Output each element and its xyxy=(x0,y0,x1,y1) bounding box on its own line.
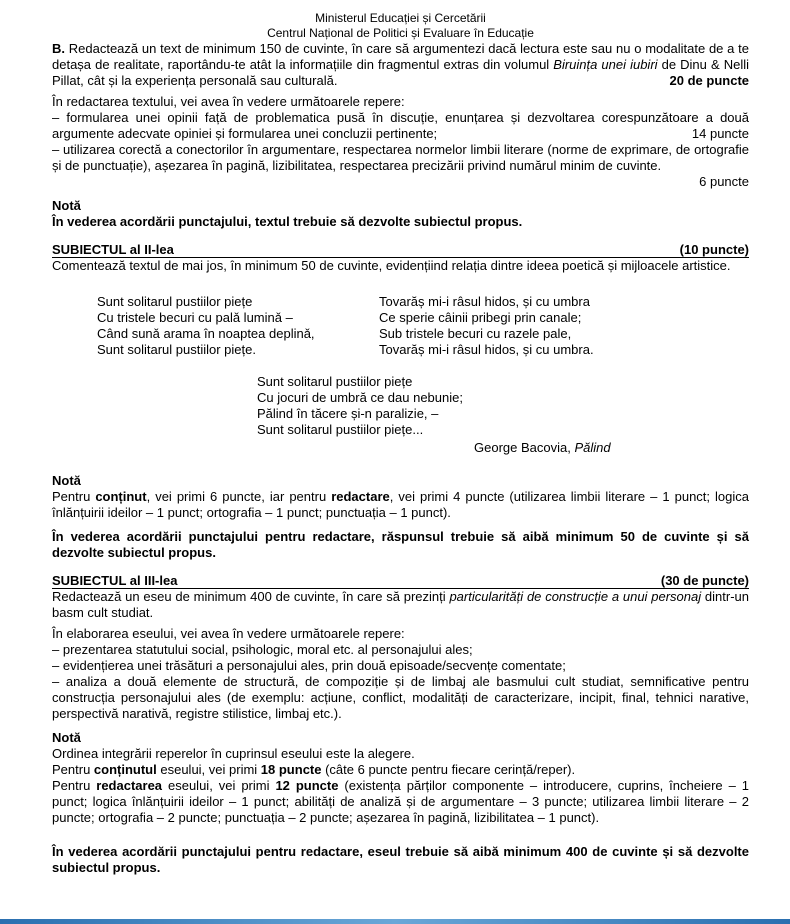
partB-item2-points: 6 puncte xyxy=(699,174,749,189)
subject2-title: SUBIECTUL al II-lea xyxy=(52,242,174,257)
subject3-item1: – prezentarea statutului social, psihologic, moral etc. al personajului ales; xyxy=(52,642,473,657)
note-text: Pentru xyxy=(52,762,94,777)
subject3-points: (30 de puncte) xyxy=(660,573,749,588)
note-bold-content: conținut xyxy=(95,489,147,504)
partB-note-text: În vederea acordării punctajului, textul trebuie să dezvolte subiectul propus. xyxy=(52,214,523,229)
subject3-item3: – analiza a două elemente de structură, de compoziție și de limbaj ale basmului cult studiat, semnificative pentru construcția personajului ales (de exemplu: acțiune, conflict, modalități de caracterizare, incipit, final, tehnici narative, perspectivă narativă, registre stilistice, limbaj etc.). xyxy=(52,674,749,721)
partB-book-title: Biruința unei iubiri xyxy=(553,57,658,72)
subject3-task xyxy=(52,589,749,621)
subject2-heading xyxy=(52,242,749,258)
note-text: (existența părților componente – introducere, cuprins, încheiere – 1 punct; logica înlănțuirii ideilor – 1 punct; abilități de analiză și de argumentare – 3 puncte; utilizarea limbii literare – 2 puncte; ortografia – 2 puncte; punctuația – 2 puncte; așezarea în pagină, lizibilitatea – 1 punct). xyxy=(52,778,749,825)
note-bold: conținutul xyxy=(93,762,157,777)
poem-stanzas-top xyxy=(97,294,749,358)
poem-line: Când sunǎ arama în noaptea deplinǎ, xyxy=(97,326,315,341)
poem-line: Sunt solitarul pustiilor piețe xyxy=(257,374,413,389)
exam-page xyxy=(52,0,749,876)
poem-line: Sunt solitarul pustiilor piețe xyxy=(97,294,253,309)
poem-stanza-3 xyxy=(257,374,749,438)
note-text: , vei primi 4 puncte (utilizarea limbii literare – 1 punct; logica înlănțuirii ideilor – 1 punct; ortografia – 1 punct; punctuația – 1 punct). xyxy=(52,489,750,520)
note-bold: redactarea xyxy=(96,778,163,793)
partB-intro-b: de Dinu & Nelli Pillat, cât și la experiența personală sau culturală. xyxy=(52,57,749,88)
note-bold: 12 puncte xyxy=(275,778,339,793)
note-text: eseului, vei primi xyxy=(162,778,276,793)
partB-guide: În redactarea textului, vei avea în vedere următoarele repere: xyxy=(52,94,405,109)
partB-item2: – utilizarea corectă a conectorilor în argumentare, respectarea normelor limbii literare (norme de exprimare, de ortografie și de punctuație), așezarea în pagină, lizibilitatea, respectarea precizării privind numărul minim de cuvinte. xyxy=(52,142,749,173)
subject3-title: SUBIECTUL al III-lea xyxy=(52,573,178,588)
subject3-note-title: Notă xyxy=(52,730,81,745)
poem-line: Sub tristele becuri cu razele pale, xyxy=(379,326,572,341)
subject3-item2: – evidențierea unei trăsături a personajului ales, prin două episoade/secvențe comentate; xyxy=(52,658,566,673)
poem-line: Cu jocuri de umbră ce dau nebunie; xyxy=(257,390,463,405)
note-text: , vei primi 6 puncte, iar pentru xyxy=(146,489,332,504)
note-text: Pentru xyxy=(52,489,96,504)
subject2-points: (10 puncte) xyxy=(679,242,749,257)
poem-stanza-1 xyxy=(97,294,379,358)
subject2-note xyxy=(52,489,749,521)
partB-letter: B. xyxy=(52,41,65,56)
task-text: Redactează un eseu de minimum 400 de cuvinte, în care să prezinți xyxy=(52,589,450,604)
subject2-note-title: Notă xyxy=(52,473,81,488)
subject3-note-redactare xyxy=(52,778,749,826)
subject3-note-content xyxy=(52,762,749,778)
subject3-guide: În elaborarea eseului, vei avea în vedere următoarele repere: xyxy=(52,626,405,641)
poem-author: George Bacovia, xyxy=(474,440,575,455)
center-name: Centrul Național de Politici și Evaluare în Educație xyxy=(267,26,534,40)
poem-attribution xyxy=(474,440,749,456)
poem-title: Pălind xyxy=(574,440,611,455)
subject2-note-bold: În vederea acordării punctajului pentru redactare, răspunsul trebuie să aibă minimum 50 de cuvinte și să dezvolte subiectul propus. xyxy=(52,529,749,560)
subject3-final-note: În vederea acordării punctajului pentru redactare, eseul trebuie să aibă minimum 400 de cuvinte și să dezvolte subiectul propus. xyxy=(52,844,749,875)
partB-item1-points: 14 puncte xyxy=(691,126,749,141)
poem-line: Sunt solitarul pustiilor piețe. xyxy=(97,342,256,357)
poem-line: Cu tristele becuri cu palǎ luminǎ – xyxy=(97,310,293,325)
poem-line: Sunt solitarul pustiilor piețe... xyxy=(257,422,424,437)
partB-intro-a: Redactează un text de minimum 150 de cuvinte, în care să argumentezi dacă lectura este sau nu o modalitate de a te detașa de realitate, raportându-te atât la informațiile din fragmentul extras din volumul xyxy=(52,41,749,72)
subject3-heading xyxy=(52,573,749,589)
poem-line: Tovarăș mi-i râsul hidos, și cu umbra. xyxy=(379,342,594,357)
poem-line: Pălind în tăcere și-n paralizie, – xyxy=(257,406,439,421)
poem-stanza-2 xyxy=(379,294,661,358)
poem-line: Tovarăș mi-i râsul hidos, și cu umbra xyxy=(379,294,590,309)
note-text: (câte 6 puncte pentru fiecare cerință/reper). xyxy=(321,762,576,777)
ministry-name: Ministerul Educației și Cercetării xyxy=(315,11,486,25)
partB-points: 20 de puncte xyxy=(669,73,749,88)
subject3-note-line1: Ordinea integrării reperelor în cuprinsul eseului este la alegere. xyxy=(52,746,415,761)
poem-line: Ce sperie câinii pribegi prin canale; xyxy=(379,310,582,325)
task-text: dintr-un basm cult studiat. xyxy=(52,589,749,620)
task-italic: particularități de construcție a unui personaj xyxy=(449,589,702,604)
note-bold: 18 puncte xyxy=(260,762,322,777)
partB-item1: – formularea unei opinii față de problematica pusă în discuție, enunțarea și dezvoltarea corespunzătoare a două argumente adecvate opiniei și formularea unei concluzii pertinente; xyxy=(52,110,749,141)
window-bottom-edge xyxy=(0,919,790,924)
note-bold-redactare: redactare xyxy=(331,489,390,504)
note-text: eseului, vei primi xyxy=(156,762,261,777)
partB-note-title: Notă xyxy=(52,198,81,213)
note-text: Pentru xyxy=(52,778,97,793)
subject2-task: Comentează textul de mai jos, în minimum 50 de cuvinte, evidențiind relația dintre ideea poetică și mijloacele artistice. xyxy=(52,258,731,273)
page-header xyxy=(52,0,749,41)
